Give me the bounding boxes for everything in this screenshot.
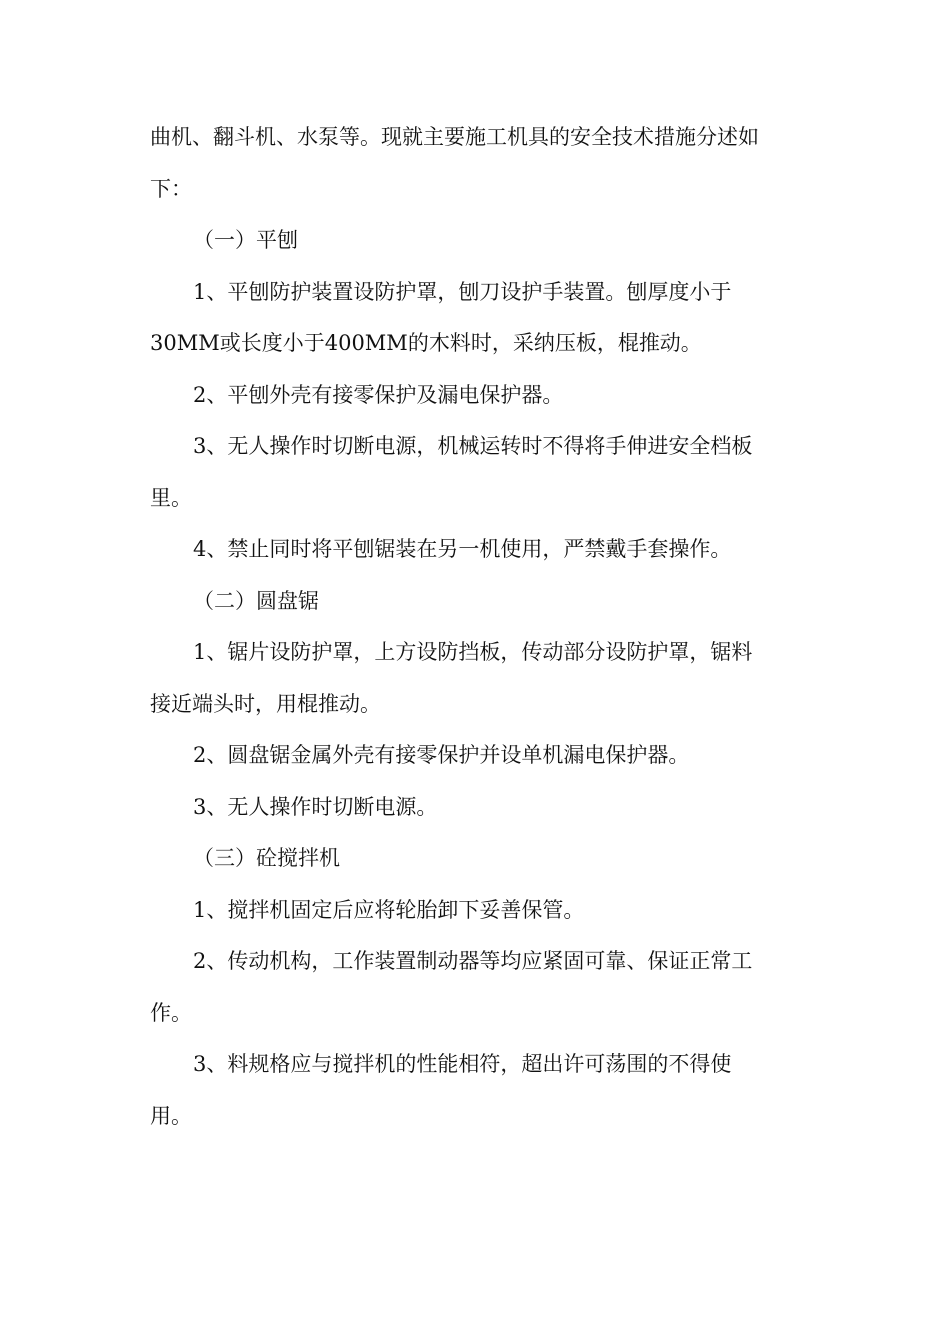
- paragraph-line: 用。: [150, 1103, 192, 1128]
- paragraph-line: 1、锯片设防护罩，上方设防挡板，传动部分设防护罩，锯料: [193, 640, 753, 664]
- paragraph-line: 3、无人操作时切断电源。: [193, 794, 438, 819]
- paragraph-line: 3、料规格应与搅拌机的性能相符，超出许可荡围的不得使: [193, 1052, 732, 1076]
- paragraph-line: 1、平刨防护装置设防护罩，刨刀设护手装置。刨厚度小于: [193, 279, 732, 304]
- paragraph-line: 下：: [150, 176, 192, 201]
- document-body: [150, 112, 800, 1142]
- paragraph-line: 曲机、翻斗机、水泵等。现就主要施工机具的安全技术措施分述如: [150, 125, 759, 149]
- section-heading: （一）平刨: [193, 228, 298, 252]
- paragraph-line: 作。: [150, 1000, 192, 1025]
- paragraph-line: 2、平刨外壳有接零保护及漏电保护器。: [193, 382, 564, 407]
- paragraph-line: 30MM或长度小于400MM的木料时，采纳压板，棍推动。: [150, 331, 702, 355]
- paragraph-line: 1、搅拌机固定后应将轮胎卸下妥善保管。: [193, 897, 585, 922]
- paragraph-line: 3、无人操作时切断电源，机械运转时不得将手伸进安全档板: [193, 434, 753, 458]
- paragraph-line: 2、圆盘锯金属外壳有接零保护并设单机漏电保护器。: [193, 743, 690, 767]
- paragraph-line: 2、传动机构，工作装置制动器等均应紧固可靠、保证正常工: [193, 949, 753, 973]
- section-heading: （二）圆盘锯: [193, 588, 319, 613]
- paragraph-line: 里。: [150, 485, 192, 510]
- section-heading: （三）砼搅拌机: [193, 846, 340, 870]
- paragraph-line: 接近端头时，用棍推动。: [150, 691, 381, 716]
- paragraph-line: 4、禁止同时将平刨锯装在另一机使用，严禁戴手套操作。: [193, 537, 732, 561]
